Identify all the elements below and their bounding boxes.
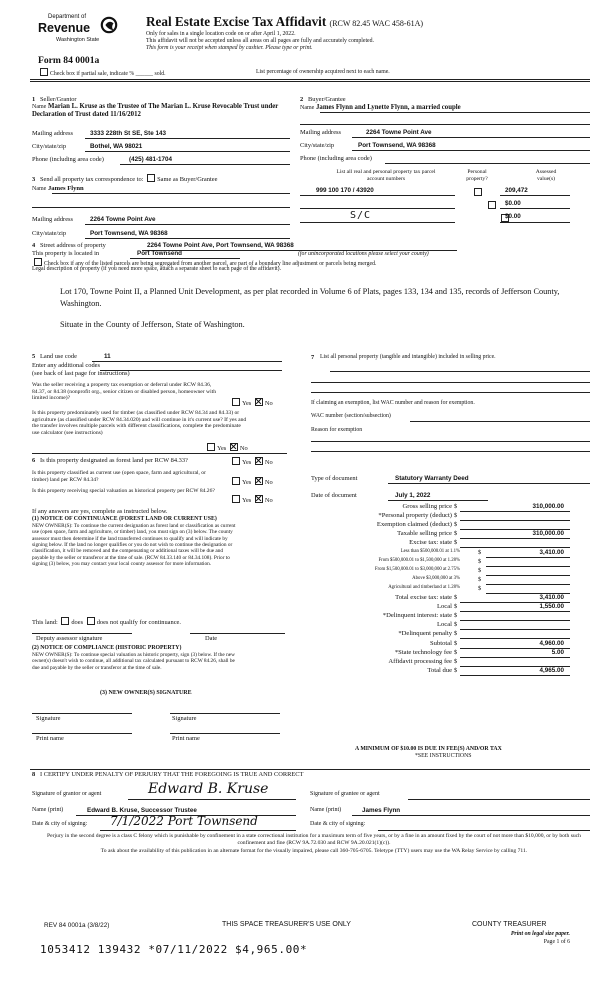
parcel-row-3[interactable]: S/C [350,210,372,221]
tax-row-label: Affidavit processing fee [388,657,452,665]
correspondence-mailing[interactable]: Mailing address 2264 Towne Point Ave [32,216,156,223]
current-use-question: Is this property classified as current use (open space, farm and agricultural, or timber) land per RCW 84.34? [32,470,206,483]
buyer-name[interactable]: Name James Flynn and Lynette Flynn, a married couple [300,104,461,111]
tax-row-currency: $ [454,530,458,538]
tax-row-label: Exemption claimed (deduct) [376,521,452,529]
tax-row-label: Above $3,000,000 at 3% [412,575,460,581]
grantor-signature[interactable]: Edward B. Kruse [148,781,269,797]
doc-date[interactable]: Date of document July 1, 2022 [311,492,431,499]
tax-row-currency: $ [478,548,482,556]
parcel-col-header: List all real and personal property tax parcel account numbers [336,169,436,182]
tax-row-label: *Personal property (deduct) [378,512,452,520]
tax-row-value[interactable]: 3,410.00 [539,594,564,601]
tax-row-label: From $1,500,000.01 to $3,000,000 at 2.75% [374,566,460,572]
grantee-signature-label: Signature of grantee or agent [310,791,380,797]
grantor-name[interactable]: Name (print) Edward B. Kruse, Successor Trustee [32,807,197,814]
tax-row-label: *Delinquent penalty [398,630,452,638]
tax-row-line [460,611,570,612]
partial-sale-checkbox[interactable] [40,68,48,76]
parcel-row-3-value[interactable]: $0.00 [505,213,521,220]
tax-row-label: Total due [427,666,452,674]
tax-row-label: Excise tax: state [409,539,452,547]
seller-phone[interactable]: Phone (including area code) (425) 481-1704 [32,156,173,163]
personal-col-header: Personal property? [466,169,488,182]
q2-answer[interactable]: Yes No [205,443,248,453]
historic-question: Is this property receiving special valuation as historical property per RCW 84.26? [32,488,215,494]
tax-row-currency: $ [454,612,458,620]
header-note-3: This form is your receipt when stamped by cashier. Please type or print. [146,45,313,51]
tax-row-currency: $ [454,603,458,611]
tax-row-value[interactable]: 310,000.00 [532,503,564,510]
tax-row-line [486,575,570,576]
header-note-1: Only for sales in a single location code on or after April 1, 2022. [146,31,296,37]
form-title: Real Estate Excise Tax Affidavit (RCW 82.45 WAC 458-61A) [146,14,424,29]
tax-row-currency: $ [454,521,458,529]
tax-row-line [460,657,570,658]
additional-codes: Enter any additional codes [32,362,100,369]
tax-row-label: *Delinquent interest: state [382,612,452,620]
see-back: (see back of last page for instructions) [32,370,130,377]
logo-state: Washington State [56,37,100,43]
tax-row-currency: $ [454,666,458,674]
tax-row-value[interactable]: 3,410.00 [539,548,564,556]
tax-row-label: Total excise tax: state [395,594,452,601]
legal-label: Legal description of property (if you need more space, attach a separate sheet to each page of the affidavit). [32,266,282,272]
tax-row-label: Local [436,603,452,611]
same-as-buyer-checkbox[interactable] [147,174,155,182]
wa-logo-icon [100,16,118,34]
see-instructions: *SEE INSTRUCTIONS [415,753,472,759]
partial-sale: Check box if partial sale, indicate % ______ sold. [38,68,166,78]
property-street[interactable]: 4 Street address of property 2264 Towne Point Ave, Port Townsend, WA 98368 [32,242,294,249]
segregated-checkbox[interactable] [34,258,42,266]
tax-row-line [460,511,570,512]
grantee-date-city-label: Date & city of signing: [310,821,366,827]
tax-row-currency: $ [454,512,458,520]
parcel-row-1[interactable]: 999 100 170 / 43920 [316,187,374,194]
buyer-phone[interactable]: Phone (including area code) [300,155,372,162]
tax-row-line [460,620,570,621]
page-number: Page 1 of 6 [543,939,570,945]
form-number: Form 84 0001a [38,55,100,66]
exemption-question: Was the seller receiving a property tax exemption or deferral under RCW 84.36, 84.37, or 84.38 (nonprofit org., senior citizen or disabled person, homeowner with limited income)? [32,382,216,402]
new-owner-signature-1[interactable]: Signature [36,715,61,722]
rev-number: REV 84 0001a (3/8/22) [44,922,110,929]
tax-row-currency: $ [454,539,458,547]
tax-row-currency: $ [454,503,458,510]
tax-row-line [460,629,570,630]
if-yes-note: If any answers are yes, complete as instructed below. [32,508,168,515]
tax-row-currency: $ [478,584,482,592]
tax-row-line [460,520,570,521]
this-land[interactable]: This land: does does not qualify for continuance. [32,619,181,626]
tax-row-currency: $ [454,621,458,629]
wac-number[interactable]: WAC number (section/subsection) [311,413,391,419]
correspondence-city[interactable]: City/state/zip Port Townsend, WA 98368 [32,230,168,237]
exemption-reason[interactable]: Reason for exemption [311,427,363,433]
perjury-note: Perjury in the second degree is a class C felony which is punishable by confinement in a state correctional institution for a maximum term of five years, or by a fine in an amount fixed by the court of not more than $10,000, or by both such confinement and fine (RCW 9A.72.030 and RCW 9A.20.021(1)(c)). [47,833,581,846]
treasurer-use: THIS SPACE TREASURER'S USE ONLY [222,921,351,928]
buyer-mailing[interactable]: Mailing address 2264 Towne Point Ave [300,129,432,136]
parcel-row-2-value[interactable]: $0.00 [505,200,521,207]
tax-row-label: Taxable selling price [397,530,452,538]
notice1-heading: (1) NOTICE OF CONTINUANCE (FOREST LAND OR CURRENT USE) [32,516,217,522]
timber-question: Is this property predominately used for timber (as classified under RCW 84.34 and 84.33) or agriculture (as classified under RCW 84.34.020) and will continue in it's current use? If yes and the transfer involves multiple parcels with different classifications, complete the predominate use calculator (see instructions) [32,410,247,436]
tax-row-value[interactable]: 5.00 [551,648,564,656]
tax-row-line [486,557,570,558]
personal-property-label: 7 [311,354,315,361]
tax-row-line [460,538,570,539]
grantor-signature-label: Signature of grantor or agent [32,791,102,797]
buyer-heading: 2 Buyer/Grantee [300,96,346,103]
assessor-signature[interactable]: Deputy assessor signature [36,635,103,642]
land-use[interactable]: 5 Land use code 11 [32,353,111,360]
tax-row-currency: $ [478,575,482,583]
tax-row-currency: $ [454,648,458,656]
property-located[interactable]: This property is located in Port Townsend [32,250,183,257]
grantor-date-city[interactable]: 7/1/2022 Port Townsend [110,814,258,828]
tax-row-currency: $ [478,566,482,574]
legal-description[interactable]: Lot 170, Towne Point II, a Planned Unit Development, as per plat recorded in Volume 6 of Plats, pages 133, 134 and 135, records of Jefferson County, Washington. [60,287,560,308]
forest-question: 6 Is this property designated as forest land per RCW 84.33? [32,457,188,464]
tax-row-label: *State technology fee [394,648,452,656]
parcel-row-1-personal[interactable] [474,188,482,196]
forest-answer[interactable]: Yes No [230,457,273,467]
tax-row-currency: $ [454,594,458,601]
ownership-note: List percentage of ownership acquired next to each name. [256,69,390,75]
legal-description-2[interactable]: Situate in the County of Jefferson, State of Washington. [60,320,245,329]
alternate-format-note: To ask about the availability of this publication in an alternate format for the visually impaired, please call 360-705-6705. Teletype (TTY) users may use the WA Relay Service by calling 711. [100,848,528,854]
assessor-date[interactable]: Date [205,635,218,642]
tax-row-currency: $ [454,657,458,665]
tax-row-line [486,584,570,585]
seller-heading: 1 Seller/Grantor [32,96,77,103]
parcel-row-2-personal[interactable] [488,201,496,209]
new-owner-print-1[interactable]: Print name [36,735,64,742]
tax-row-line [486,566,570,567]
tax-row-line [460,675,570,676]
correspondence-name[interactable]: Name James Flynn [32,185,84,192]
tax-row-label: Agricultural and timberland at 1.28% [388,584,460,590]
notice2-heading: (2) NOTICE OF COMPLIANCE (HISTORIC PROPERTY) [32,645,182,651]
seller-city[interactable]: City/state/zip Bothel, WA 98021 [32,143,143,150]
current-use-answer[interactable]: Yes No [230,477,273,487]
tax-row-label: Local [436,621,452,629]
parcel-row-1-value[interactable]: 209,472 [505,187,528,194]
form-title-ref: (RCW 82.45 WAC 458-61A) [329,19,424,28]
header-note-2: This affidavit will not be accepted unless all areas on all pages are fully and accurately completed. [146,38,374,44]
assessed-col-header: Assessed value(s) [535,169,557,182]
q1-answer[interactable]: Yes No [230,398,273,408]
buyer-city[interactable]: City/state/zip Port Townsend, WA 98368 [300,142,436,149]
doc-type[interactable]: Type of document Statutory Warranty Deed [311,475,469,482]
seller-mailing[interactable]: Mailing address 3333 228th St SE, Ste 143 [32,130,166,137]
seller-name[interactable]: Name Marian L. Kruse as the Trustee of The Marian L. Kruse Revocable Trust under Declaration of Trust dated 11/16/2012 [32,103,279,119]
tax-row-value[interactable]: 1,550.00 [539,603,564,611]
county-treasurer: COUNTY TREASURER [472,921,547,928]
unincorporated-note: (for unincorporated locations please select your county) [298,251,429,257]
notice2-text: NEW OWNER(S): To continue special valuation as historic property, sign (3) below. If the new owner(s) doesn't wish to continue, all additional tax calculated pursuant to RCW 84.26, shall be due and payable by the seller or transferor at the time of sale. [32,652,235,671]
legal-size-note: Print on legal size paper. [510,931,570,937]
segregated-note: Check box if any of the listed parcels are being segregated from another parcel, are part of a boundary line adjustment or parcels being merged. [32,258,376,268]
revenue-logo [36,12,126,50]
tax-row-label: From $500,000.01 to $1,500,000 at 1.28% [378,557,460,563]
certify-heading: 8 I CERTIFY UNDER PENALTY OF PERJURY THAT THE FOREGOING IS TRUE AND CORRECT [32,771,304,778]
correspondence-heading: 3 Send all property tax correspondence to: Same as Buyer/Grantee [32,176,218,183]
notice3-heading: (3) NEW OWNER(S) SIGNATURE [100,690,192,696]
historic-answer[interactable]: Yes No [230,495,273,505]
grantor-date-city-label: Date & city of signing: [32,821,88,827]
tax-row-label: Gross selling price [402,503,452,510]
new-owner-signature-2[interactable]: Signature [172,715,197,722]
personal-property-text: List all personal property (tangible and intangible) included in selling price. [320,354,496,360]
logo-dept: Department of [48,14,87,20]
new-owner-print-2[interactable]: Print name [172,735,200,742]
grantee-name[interactable]: Name (print) James Flynn [310,807,401,814]
notice1-text: NEW OWNER(S): To continue the current designation as forest land or classification as current use (open space, farm and agriculture, or timber) land, you must sign on (3) below. The county assessor must then determine if the land transferred continues to qualify and will indicate by signing below. If the land no longer qualifies or you do not wish to continue the designation or classification, it will be removed and the compensating or additional taxes will be due and payable by the seller or transferor at the time of sale. (RCW 84.33.140 or 84.34.108). Prior to signing (3) below, you may contact your local county assessor for more information. [32,523,236,568]
logo-revenue: Revenue [38,21,91,35]
receipt-stamp: 1053412 139432 *07/11/2022 $4,965.00* [40,943,308,956]
minimum-due: A MINIMUM OF $10.00 IS DUE IN FEE(S) AND/OR TAX [355,746,502,752]
tax-row-currency: $ [454,639,458,647]
tax-row-value[interactable]: 310,000.00 [532,530,564,538]
exemption-label: If claiming an exemption, list WAC number and reason for exemption. [311,400,475,406]
tax-row-value[interactable]: 4,960.00 [539,639,564,647]
tax-row-value[interactable]: 4,965.00 [539,666,564,674]
tax-row-label: Subtotal [430,639,452,647]
tax-row-label: Less than $500,000.01 at 1.1% [400,548,460,554]
tax-row-currency: $ [478,557,482,565]
tax-row-currency: $ [454,630,458,638]
